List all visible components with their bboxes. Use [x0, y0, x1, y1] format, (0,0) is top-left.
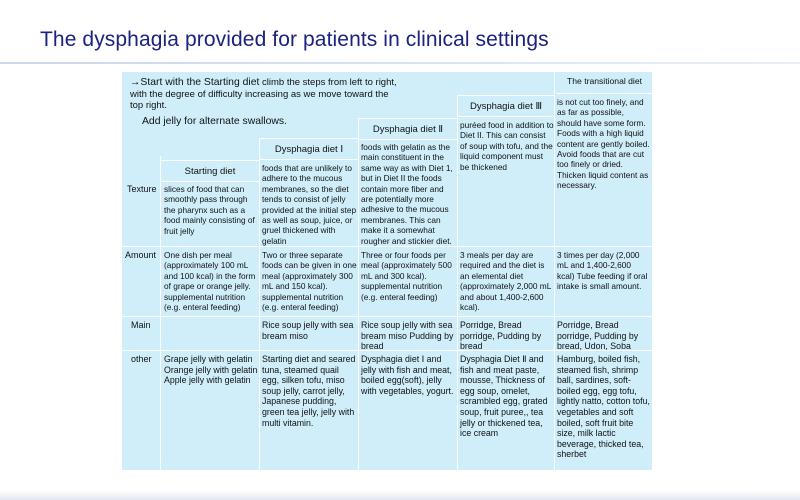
jelly-note: Add jelly for alternate swallows. [142, 116, 287, 127]
grid-line [457, 95, 458, 470]
cell-other-transitional: Hamburg, boiled fish, steamed fish, shrimp ball, sardines, soft-boiled egg, egg tofu, lightly natto, cotton tofu, vegetables and soft boiled, soft fruit bite size, milk lactic beverage, thicked tea, sherbet [557, 354, 650, 460]
cell-other-d1: Starting diet and seared tuna, steamed quail egg, silken tofu, miso soup jelly, carrot jelly, Japanese pudding, green tea jelly, jelly with multi vitamin. [262, 354, 356, 428]
grid-line [122, 246, 652, 247]
cell-main-d1: Rice soup jelly with sea bream miso [262, 320, 354, 341]
intro-line3: top right. [130, 100, 167, 112]
cell-texture-d2: foods with gelatin as the main constituent in the same way as with Diet 1, but in Diet II the foods contain more fiber and are potentially more adhesive to the mucous membranes. This can make it a somewhat rougher and stickier diet. [361, 142, 453, 246]
row-label-main: Main [131, 320, 151, 330]
cell-amount-d2: Three or four foods per meal (approximately 500 mL and 300 kcal). supplemental nutrition (e.g. enteral feeding) [361, 250, 452, 302]
cell-other-d2: Dysphagia diet Ⅰ and jelly with fish and meat, boiled egg(soft), jelly with vegetables, yogurt. [361, 354, 454, 396]
cell-main-d3: Porridge, Bread porridge, Pudding by bread [460, 320, 542, 352]
header-transitional: The transitional diet [567, 76, 642, 86]
cell-amount-starting: One dish per meal (approximately 100 mL and 100 kcal) in the form of grape or orange jelly. supplemental nutrition (e.g. enteral feeding) [164, 250, 256, 313]
cell-amount-transitional: 3 times per day (2,000 mL and 1,400-2,600 kcal) Tube feeding if oral intake is small amount. [557, 250, 648, 292]
row-label-amount: Amount [125, 250, 157, 260]
cell-other-starting: Grape jelly with gelatin Orange jelly with gelatin Apple jelly with gelatin [164, 354, 258, 386]
cell-other-d3: Dysphagia Diet Ⅱ and fish and meat paste, mousse, Thickness of egg soup, omelet, scrambled egg, grated soup, fruit puree,, tea jelly or thickened tea, ice cream [460, 354, 548, 439]
intro-rest: climb the steps from left to right, [259, 77, 397, 88]
cell-texture-transitional: is not cut too finely, and as far as possible, should have some form. Foods with a high liquid content are gently boiled. Avoid foods that are cut too finely or dried. Thicken liquid content as necessary. [557, 97, 650, 191]
grid-line [259, 138, 260, 470]
intro-line2: with the degree of difficulty increasing as we move toward the [130, 88, 389, 100]
intro-text [130, 77, 420, 112]
header-dysphagia-1: Dysphagia diet Ⅰ [259, 138, 359, 160]
grid-line [554, 72, 555, 470]
cell-amount-d3: 3 meals per day are required and the diet is an elemental diet (approximately 2,000 mL and about 1,400-2,600 kcal). [460, 250, 552, 313]
row-label-texture: Texture [127, 184, 157, 194]
page-title: The dysphagia provided for patients in clinical settings [40, 28, 549, 51]
cell-texture-d3: puréed food in addition to Diet II. This can consist of soup with tofu, and the liquid component must be thickened [460, 120, 554, 172]
title-divider [0, 62, 800, 64]
cell-amount-d1: Two or three separate foods can be given in one meal (approximately 300 mL and 150 kcal). supplemental nutrition (e.g. enteral feeding) [262, 250, 357, 313]
cell-main-d2: Rice soup jelly with sea bream miso Pudding by bread [361, 320, 454, 352]
header-starting-diet: Starting diet [160, 160, 260, 182]
cell-main-transitional: Porridge, Bread porridge, Pudding by bread, Udon, Soba [557, 320, 639, 352]
grid-line [358, 118, 359, 470]
cell-texture-d1: foods that are unlikely to adhere to the mucous membranes, so the diet tends to consist of jelly provided at the initial step as well as soup, juice, or gruel thickened with gelatin [262, 163, 357, 246]
intro-start: →Start with the Starting diet [130, 77, 260, 88]
header-dysphagia-3: Dysphagia diet Ⅲ [457, 95, 555, 117]
grid-line [557, 93, 652, 94]
grid-line [160, 156, 161, 470]
row-label-other: other [131, 354, 152, 364]
grid-line [122, 316, 652, 317]
bottom-divider [0, 490, 800, 500]
cell-texture-starting: slices of food that can smoothly pass through the pharynx such as a food mainly consisting of fruit jelly [164, 184, 255, 236]
header-dysphagia-2: Dysphagia diet Ⅱ [358, 118, 458, 140]
